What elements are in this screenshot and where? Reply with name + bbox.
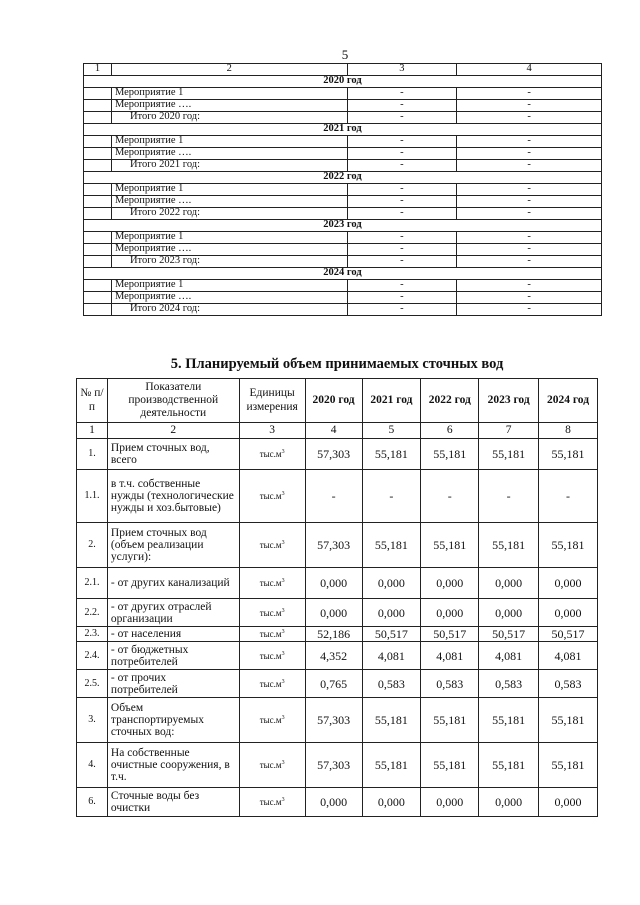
year-row <box>84 124 602 136</box>
events-header-cell: 2 <box>111 64 347 76</box>
row-unit <box>239 599 305 627</box>
row-value: - <box>479 470 539 523</box>
unit-text: тыс.м <box>259 607 282 618</box>
unit-superscript: 3 <box>281 650 285 657</box>
year-row <box>84 76 602 88</box>
unit-superscript: 3 <box>281 491 285 498</box>
event-name: Мероприятие …. <box>111 244 347 256</box>
row-number: 4. <box>77 743 108 788</box>
year-label: 2024 год <box>84 268 602 280</box>
row-value: 55,181 <box>362 523 421 568</box>
row-indicator: Прием сточных вод (объем реализации услуги): <box>107 523 239 568</box>
row-value: 55,181 <box>362 698 421 743</box>
event-value: - <box>347 88 457 100</box>
event-no-cell <box>84 196 112 208</box>
row-value: 4,352 <box>305 642 362 670</box>
event-value: - <box>347 304 457 316</box>
row-value: 0,765 <box>305 670 362 698</box>
year-row <box>84 220 602 232</box>
row-value: 50,517 <box>479 627 539 642</box>
table-row <box>77 788 598 817</box>
header-unit: Единицы измерения <box>239 379 305 423</box>
event-value: - <box>347 160 457 172</box>
row-number: 2.2. <box>77 599 108 627</box>
column-numbers-row <box>77 423 598 439</box>
event-value: - <box>347 208 457 220</box>
events-header-cell: 3 <box>347 64 457 76</box>
year-label: 2022 год <box>84 172 602 184</box>
event-name: Итого 2022 год: <box>111 208 347 220</box>
year-row <box>84 268 602 280</box>
event-row <box>84 232 602 244</box>
event-value: - <box>347 244 457 256</box>
row-unit <box>239 698 305 743</box>
row-value: 50,517 <box>362 627 421 642</box>
column-number: 2 <box>107 423 239 439</box>
row-value: 50,517 <box>539 627 598 642</box>
event-row <box>84 292 602 304</box>
row-value: 55,181 <box>421 743 479 788</box>
table-row <box>77 642 598 670</box>
event-name: Итого 2020 год: <box>111 112 347 124</box>
row-value: - <box>539 470 598 523</box>
event-name: Мероприятие 1 <box>111 280 347 292</box>
event-no-cell <box>84 160 112 172</box>
event-value: - <box>457 280 602 292</box>
row-value: 57,303 <box>305 439 362 470</box>
row-value: 4,081 <box>362 642 421 670</box>
event-name: Мероприятие 1 <box>111 184 347 196</box>
event-no-cell <box>84 136 112 148</box>
row-value: 0,000 <box>305 788 362 817</box>
event-name: Мероприятие 1 <box>111 232 347 244</box>
row-value: 55,181 <box>539 439 598 470</box>
header-year: 2022 год <box>421 379 479 423</box>
event-row <box>84 100 602 112</box>
table-header-row <box>77 379 598 423</box>
row-value: 57,303 <box>305 698 362 743</box>
row-value: 0,000 <box>479 568 539 599</box>
unit-superscript: 3 <box>281 715 285 722</box>
table-row <box>77 523 598 568</box>
row-value: 0,000 <box>421 788 479 817</box>
event-row <box>84 148 602 160</box>
event-value: - <box>457 208 602 220</box>
row-value: 57,303 <box>305 743 362 788</box>
unit-text: тыс.м <box>259 629 282 640</box>
row-indicator: Объем транспортируемых сточных вод: <box>107 698 239 743</box>
unit-superscript: 3 <box>281 678 285 685</box>
table-row <box>77 568 598 599</box>
event-value: - <box>457 148 602 160</box>
event-name: Мероприятие 1 <box>111 88 347 100</box>
unit-superscript: 3 <box>281 797 285 804</box>
event-row <box>84 160 602 172</box>
row-value: 55,181 <box>362 439 421 470</box>
page-number: 5 <box>341 47 349 62</box>
row-indicator: - от бюджетных потребителей <box>107 642 239 670</box>
unit-text: тыс.м <box>259 650 282 661</box>
event-no-cell <box>84 256 112 268</box>
year-label: 2020 год <box>84 76 602 88</box>
row-value: 0,583 <box>539 670 598 698</box>
event-value: - <box>347 232 457 244</box>
row-unit <box>239 523 305 568</box>
header-indicator: Показатели производственной деятельности <box>107 379 239 423</box>
wastewater-table <box>76 378 598 817</box>
row-unit <box>239 568 305 599</box>
column-number: 5 <box>362 423 421 439</box>
event-row <box>84 196 602 208</box>
unit-superscript: 3 <box>281 540 285 547</box>
row-number: 2. <box>77 523 108 568</box>
event-row <box>84 136 602 148</box>
event-row <box>84 304 602 316</box>
row-value: 0,583 <box>479 670 539 698</box>
column-number: 6 <box>421 423 479 439</box>
row-number: 2.5. <box>77 670 108 698</box>
event-row <box>84 208 602 220</box>
unit-superscript: 3 <box>281 629 285 636</box>
event-value: - <box>347 184 457 196</box>
row-value: 55,181 <box>421 523 479 568</box>
row-value: 55,181 <box>421 698 479 743</box>
table-row <box>77 439 598 470</box>
event-name: Итого 2023 год: <box>111 256 347 268</box>
row-value: 0,000 <box>479 599 539 627</box>
row-value: 50,517 <box>421 627 479 642</box>
row-value: 0,000 <box>539 788 598 817</box>
section-title: 5. Планируемый объем принимаемых сточных вод <box>170 356 504 372</box>
table-row <box>77 698 598 743</box>
event-name: Мероприятие …. <box>111 100 347 112</box>
row-value: 4,081 <box>421 642 479 670</box>
event-name: Итого 2021 год: <box>111 160 347 172</box>
event-value: - <box>347 292 457 304</box>
unit-text: тыс.м <box>259 797 282 808</box>
event-value: - <box>457 112 602 124</box>
event-value: - <box>457 100 602 112</box>
event-no-cell <box>84 112 112 124</box>
event-no-cell <box>84 100 112 112</box>
row-value: 55,181 <box>421 439 479 470</box>
row-value: 0,000 <box>305 568 362 599</box>
row-number: 2.4. <box>77 642 108 670</box>
event-no-cell <box>84 304 112 316</box>
unit-text: тыс.м <box>259 540 282 551</box>
row-number: 2.3. <box>77 627 108 642</box>
event-name: Мероприятие …. <box>111 148 347 160</box>
table-row <box>77 470 598 523</box>
events-header-cell: 4 <box>457 64 602 76</box>
row-value: 0,000 <box>305 599 362 627</box>
row-value: 55,181 <box>479 698 539 743</box>
row-number: 1. <box>77 439 108 470</box>
row-value: 0,000 <box>362 568 421 599</box>
event-row <box>84 244 602 256</box>
event-no-cell <box>84 148 112 160</box>
row-number: 6. <box>77 788 108 817</box>
row-unit <box>239 743 305 788</box>
row-value: - <box>362 470 421 523</box>
row-value: - <box>421 470 479 523</box>
row-unit <box>239 470 305 523</box>
event-name: Мероприятие …. <box>111 292 347 304</box>
row-number: 2.1. <box>77 568 108 599</box>
unit-superscript: 3 <box>281 607 285 614</box>
row-value: 0,583 <box>421 670 479 698</box>
header-year: 2024 год <box>539 379 598 423</box>
event-value: - <box>457 256 602 268</box>
row-value: 0,000 <box>539 599 598 627</box>
table-row <box>77 743 598 788</box>
event-row <box>84 256 602 268</box>
event-value: - <box>347 280 457 292</box>
event-value: - <box>347 256 457 268</box>
row-indicator: На собственные очистные сооружения, в т.ч. <box>107 743 239 788</box>
row-unit <box>239 627 305 642</box>
row-number: 1.1. <box>77 470 108 523</box>
row-indicator: - от населения <box>107 627 239 642</box>
row-value: 4,081 <box>539 642 598 670</box>
row-value: 55,181 <box>539 743 598 788</box>
row-value: 55,181 <box>362 743 421 788</box>
event-no-cell <box>84 88 112 100</box>
unit-text: тыс.м <box>259 715 282 726</box>
year-label: 2021 год <box>84 124 602 136</box>
row-indicator: - от других отраслей организации <box>107 599 239 627</box>
events-table-body <box>84 64 602 316</box>
event-value: - <box>457 184 602 196</box>
event-no-cell <box>84 208 112 220</box>
event-name: Мероприятие 1 <box>111 136 347 148</box>
event-row <box>84 184 602 196</box>
row-value: 57,303 <box>305 523 362 568</box>
event-value: - <box>347 196 457 208</box>
table-row <box>77 627 598 642</box>
row-value: 0,583 <box>362 670 421 698</box>
row-value: 4,081 <box>479 642 539 670</box>
unit-text: тыс.м <box>259 449 282 460</box>
unit-text: тыс.м <box>259 578 282 589</box>
column-number: 3 <box>239 423 305 439</box>
event-value: - <box>457 88 602 100</box>
row-value: 55,181 <box>479 743 539 788</box>
event-value: - <box>457 136 602 148</box>
event-value: - <box>457 196 602 208</box>
event-value: - <box>457 244 602 256</box>
event-row <box>84 88 602 100</box>
events-header-row <box>84 64 602 76</box>
year-row <box>84 172 602 184</box>
header-no: № п/п <box>77 379 108 423</box>
event-value: - <box>457 292 602 304</box>
row-unit <box>239 642 305 670</box>
row-indicator: в т.ч. собственные нужды (технологические нужды и хоз.бытовые) <box>107 470 239 523</box>
event-value: - <box>347 148 457 160</box>
row-indicator: Сточные воды без очистки <box>107 788 239 817</box>
unit-superscript: 3 <box>281 449 285 456</box>
row-indicator: - от прочих потребителей <box>107 670 239 698</box>
row-value: 0,000 <box>421 568 479 599</box>
event-value: - <box>457 232 602 244</box>
wastewater-table-body <box>77 379 598 817</box>
event-no-cell <box>84 280 112 292</box>
event-no-cell <box>84 292 112 304</box>
event-value: - <box>347 136 457 148</box>
row-value: 55,181 <box>479 439 539 470</box>
row-number: 3. <box>77 698 108 743</box>
event-value: - <box>457 304 602 316</box>
row-value: 0,000 <box>362 599 421 627</box>
unit-superscript: 3 <box>281 578 285 585</box>
unit-text: тыс.м <box>259 760 282 771</box>
row-value: - <box>305 470 362 523</box>
event-row <box>84 112 602 124</box>
unit-superscript: 3 <box>281 760 285 767</box>
row-unit <box>239 788 305 817</box>
row-value: 55,181 <box>539 698 598 743</box>
table-row <box>77 599 598 627</box>
year-label: 2023 год <box>84 220 602 232</box>
row-value: 55,181 <box>539 523 598 568</box>
row-unit <box>239 439 305 470</box>
row-value: 0,000 <box>539 568 598 599</box>
event-name: Итого 2024 год: <box>111 304 347 316</box>
event-no-cell <box>84 232 112 244</box>
row-value: 55,181 <box>479 523 539 568</box>
header-year: 2020 год <box>305 379 362 423</box>
event-value: - <box>347 100 457 112</box>
event-value: - <box>457 160 602 172</box>
header-year: 2021 год <box>362 379 421 423</box>
events-table <box>83 63 602 316</box>
row-indicator: - от других канализаций <box>107 568 239 599</box>
column-number: 8 <box>539 423 598 439</box>
event-no-cell <box>84 184 112 196</box>
unit-text: тыс.м <box>259 678 282 689</box>
event-row <box>84 280 602 292</box>
event-value: - <box>347 112 457 124</box>
events-header-cell: 1 <box>84 64 112 76</box>
table-row <box>77 670 598 698</box>
row-value: 0,000 <box>362 788 421 817</box>
column-number: 7 <box>479 423 539 439</box>
row-value: 0,000 <box>479 788 539 817</box>
unit-text: тыс.м <box>259 491 282 502</box>
column-number: 4 <box>305 423 362 439</box>
row-unit <box>239 670 305 698</box>
event-name: Мероприятие …. <box>111 196 347 208</box>
column-number: 1 <box>77 423 108 439</box>
row-value: 0,000 <box>421 599 479 627</box>
event-no-cell <box>84 244 112 256</box>
row-indicator: Прием сточных вод, всего <box>107 439 239 470</box>
row-value: 52,186 <box>305 627 362 642</box>
header-year: 2023 год <box>479 379 539 423</box>
